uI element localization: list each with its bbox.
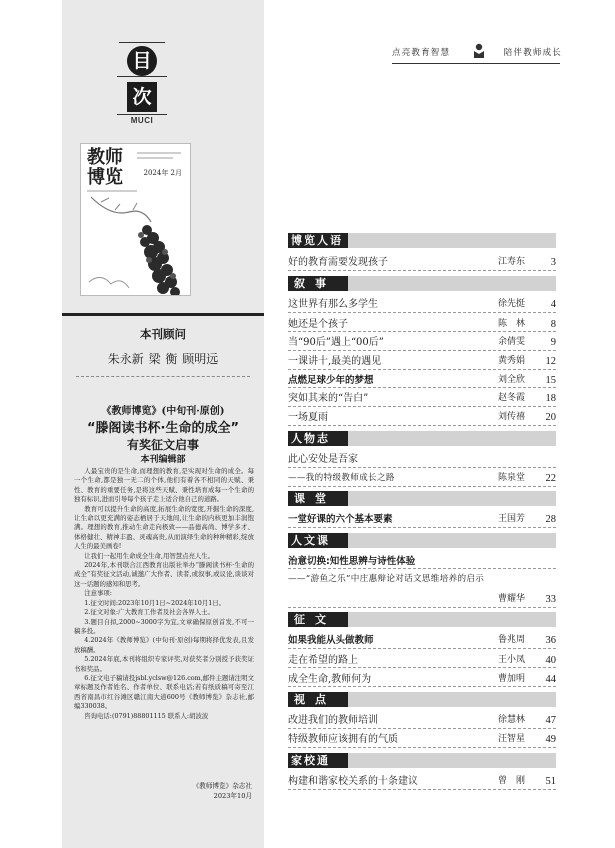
toc-entry-title: 构建和谐家校关系的十条建议 xyxy=(288,776,418,787)
slogan-left: 点亮教育智慧 xyxy=(392,48,451,58)
toc-section-header xyxy=(288,692,556,707)
toc-rule xyxy=(288,387,556,388)
toc-section-label: 人物志 xyxy=(288,431,348,446)
toc-entry-title: 治意切换:知性思辨与诗性体验 xyxy=(288,556,416,567)
advisor-names: 朱永新 梁 衡 顾明远 xyxy=(107,352,219,366)
toc-entry-title: 好的教育需要发现孩子 xyxy=(288,257,388,268)
toc-entry-title: 她还是个孩子 xyxy=(288,319,348,330)
toc-entry-author: 陈 林 xyxy=(498,319,526,329)
toc-section-label: 征文 xyxy=(288,612,348,627)
toc-entry-subtitle: ——我的特级教师成长之路 xyxy=(288,473,395,483)
toc-rule xyxy=(288,486,556,487)
toc-entry-title: 特级教师应该拥有的气质 xyxy=(288,734,398,745)
slogan-right: 陪伴教师成长 xyxy=(503,48,562,58)
cover-title-line1: 教师 xyxy=(87,147,123,168)
toc-section-label: 课堂 xyxy=(288,491,348,506)
notice-notes-title: 注意事项: xyxy=(84,589,112,598)
toc-entry-author: 陈泉堂 xyxy=(498,473,526,483)
cover-issue: 2024年 2月 xyxy=(143,169,182,177)
toc-entry-author: 汪智星 xyxy=(498,734,526,744)
toc-section-header xyxy=(288,276,556,291)
toc-entry-page: 33 xyxy=(545,594,556,605)
toc-section-label: 家校通 xyxy=(288,753,348,768)
toc-entry-title: 一课讲十,最美的遇见 xyxy=(288,356,382,367)
toc-section-header xyxy=(288,233,556,248)
toc-entry-title: 突如其来的“告白” xyxy=(288,393,369,404)
toc-entry-title: 此心安处是吾家 xyxy=(288,454,358,465)
toc-entry-title: 一场夏雨 xyxy=(288,412,328,423)
notice-paragraph: 2024年,本刊联合江西教育出版社举办“滕阁读书杯·生命的成全”有奖征文活动,诚邀广大作者、读者,或叙事,或议论,谈谈对这一话题的感知和思考。 xyxy=(74,561,254,588)
toc-entry-author: 徐慧林 xyxy=(498,715,526,725)
toc-entry-author: 鲁兆周 xyxy=(498,635,526,645)
toc-rule xyxy=(288,607,556,608)
toc-entry-author: 王国芳 xyxy=(498,514,526,524)
toc-entry-page: 51 xyxy=(545,776,556,787)
notice-heading-3: 有奖征文启事 xyxy=(126,438,199,452)
toc-section-header xyxy=(288,491,556,506)
toc-entry-title: 走在希望的路上 xyxy=(288,655,358,666)
toc-entry-page: 22 xyxy=(545,473,556,484)
toc-entry-title: 成全生命,教师何为 xyxy=(288,674,372,685)
toc-entry-page: 9 xyxy=(550,337,556,348)
toc-entry-page: 44 xyxy=(545,674,556,685)
contents-char-1: 目 xyxy=(127,46,157,76)
magazine-cover xyxy=(80,143,191,296)
toc-rule xyxy=(288,406,556,407)
notice-signature xyxy=(74,781,252,801)
notice-sign-date: 2023年10月 xyxy=(213,792,252,800)
toc-entry-author: 曹加明 xyxy=(498,674,526,684)
cover-title-line2: 博览 xyxy=(87,167,123,188)
toc-rule xyxy=(288,686,556,687)
toc-rule xyxy=(288,728,556,729)
notice-heading-2: “滕阁读书杯·生命的成全” xyxy=(86,421,240,436)
toc-entry-author: 曾 刚 xyxy=(498,776,526,786)
toc-section-label: 人文课 xyxy=(288,533,348,548)
notice-note: 3.题目自拟,2000~3000字为宜,文章确保原创首发,不可一稿多投。 xyxy=(74,617,254,635)
slogan xyxy=(392,42,562,60)
toc-section-header xyxy=(288,431,556,446)
toc-section-header xyxy=(288,533,556,548)
toc-entry-page: 18 xyxy=(545,393,556,404)
toc-entry-title: 改进我们的教师培训 xyxy=(288,715,378,726)
toc-rule xyxy=(288,270,556,271)
toc-section-header xyxy=(288,612,556,627)
magazine-logo-icon xyxy=(473,43,485,59)
contents-logo xyxy=(114,42,210,142)
toc-section-label: 视点 xyxy=(288,692,348,707)
left-info-panel xyxy=(62,0,264,848)
toc-entry-page: 3 xyxy=(550,257,556,268)
toc-section-label: 博览人语 xyxy=(288,233,348,248)
toc-entry-author: 刘全欣 xyxy=(498,375,526,385)
toc-entry-author: 赵冬霞 xyxy=(498,393,526,403)
toc-entry-page: 20 xyxy=(545,412,556,423)
advisor-title: 本刊顾问 xyxy=(140,327,186,341)
toc-section-label: 叙事 xyxy=(288,276,348,291)
notice-paragraph: 教育可以提升生命的高度,拓展生命的宽度,开掘生命的深度,让生命以更充满的姿态栖居于天地间,让生命的内核更加丰润饱满。理想的教育,推动生命走向极致——品德高尚、博学多才、体格健壮、精神丰盈、灵魂高贵,从而演绎生命的种种精彩,绽放人生的最美画卷! xyxy=(74,504,254,551)
toc-entry-page: 36 xyxy=(545,635,556,646)
toc-rule xyxy=(288,527,556,528)
toc-rule xyxy=(288,747,556,748)
toc-entry-title: 一堂好课的六个基本要素 xyxy=(288,514,393,525)
toc-rule xyxy=(288,312,556,313)
notice-paragraph: 让我们一起用生命成全生命,用智慧点亮人生。 xyxy=(84,551,215,560)
toc-entry-author: 黄秀娟 xyxy=(498,356,526,366)
slogan-rule xyxy=(392,63,560,64)
notice-note: 2.征文对象:广大教育工作者及社会各界人士。 xyxy=(84,608,214,617)
toc-entry-author: 江寿东 xyxy=(498,257,526,267)
toc-entry-title: 如果我能从头做教师 xyxy=(288,635,374,646)
toc-entry-page: 40 xyxy=(545,655,556,666)
toc-entry-author: 刘传禧 xyxy=(498,412,526,422)
notice-byline: 本刊编辑部 xyxy=(140,455,186,465)
toc-entry-page: 12 xyxy=(545,356,556,367)
toc-entry-author: 徐先挺 xyxy=(498,299,526,309)
notice-note: 1.征文时间:2023年10月1日~2024年10月1日。 xyxy=(84,598,226,607)
toc-entry-title: 当“90后”遇上“00后” xyxy=(288,337,384,348)
toc-entry-subtitle: ——“游鱼之乐”中庄惠辩论对话文思维培养的启示 xyxy=(288,574,485,584)
toc-rule xyxy=(288,467,556,468)
toc-rule xyxy=(288,369,556,370)
toc-rule xyxy=(288,350,556,351)
notice-sign-org: 《教师博览》杂志社 xyxy=(192,782,252,790)
toc-rule xyxy=(288,648,556,649)
toc-entry-page: 49 xyxy=(545,734,556,745)
notice-heading-1: 《教师博览》(中旬刊·原创) xyxy=(101,406,225,417)
cover-ink-painting xyxy=(81,192,191,296)
toc-entry-title: 这世界有那么多学生 xyxy=(288,299,378,310)
contents-char-2: 次 xyxy=(127,82,157,112)
toc-entry-title: 点燃足球少年的梦想 xyxy=(288,375,374,386)
toc-entry-author: 曹耀华 xyxy=(498,594,526,604)
toc-rule xyxy=(288,425,556,426)
toc-rule xyxy=(288,568,556,569)
toc-entry-page: 4 xyxy=(550,299,556,310)
toc-entry-page: 15 xyxy=(545,375,556,386)
toc-entry-author: 余倩雯 xyxy=(498,337,526,347)
toc-rule xyxy=(288,789,556,790)
notice-paragraph: 人最宝贵的是生命,而理想的教育,是实现对生命的成全。每一个生命,都是独一无二的个体,他们有着各不相同的天赋、秉性、教育的重要任务,是将这些天赋、秉性培育成每一个生命的独有标识,进而引导每个孩子走上适合他自己的道路。 xyxy=(74,467,254,504)
toc-section-header xyxy=(288,753,556,768)
notice-note: 5.2024年底,本刊将组织专家评奖,对获奖者分别授予获奖证书和奖品。 xyxy=(74,655,254,673)
notice-body xyxy=(74,467,254,721)
contents-english-label: MUCI xyxy=(130,116,154,125)
toc-rule xyxy=(288,331,556,332)
notice-note: 4.2024年《教师博览》(中旬刊·原创)每期将择优发表,且发放稿酬。 xyxy=(74,636,254,654)
toc-entry-author: 王小凤 xyxy=(498,655,526,665)
toc-rule xyxy=(288,667,556,668)
notice-contact: 咨询电话:(0791)88801115 联系人:胡波波 xyxy=(84,711,209,720)
toc-entry-page: 8 xyxy=(550,319,556,330)
toc-entry-page: 28 xyxy=(545,514,556,525)
notice-note: 6.征文电子稿请投jsbl.yclsw@126.com,邮件主题请注明文章标题及作者姓名、作者单位、联系电话;若有纸质稿可寄至江西省南昌市红谷滩区赣江南大道600号《教师博览》杂志社,邮编330038。 xyxy=(74,673,254,711)
advisor-divider-bar xyxy=(62,313,264,316)
toc-entry-page: 47 xyxy=(545,715,556,726)
advisor-rule xyxy=(76,376,250,377)
